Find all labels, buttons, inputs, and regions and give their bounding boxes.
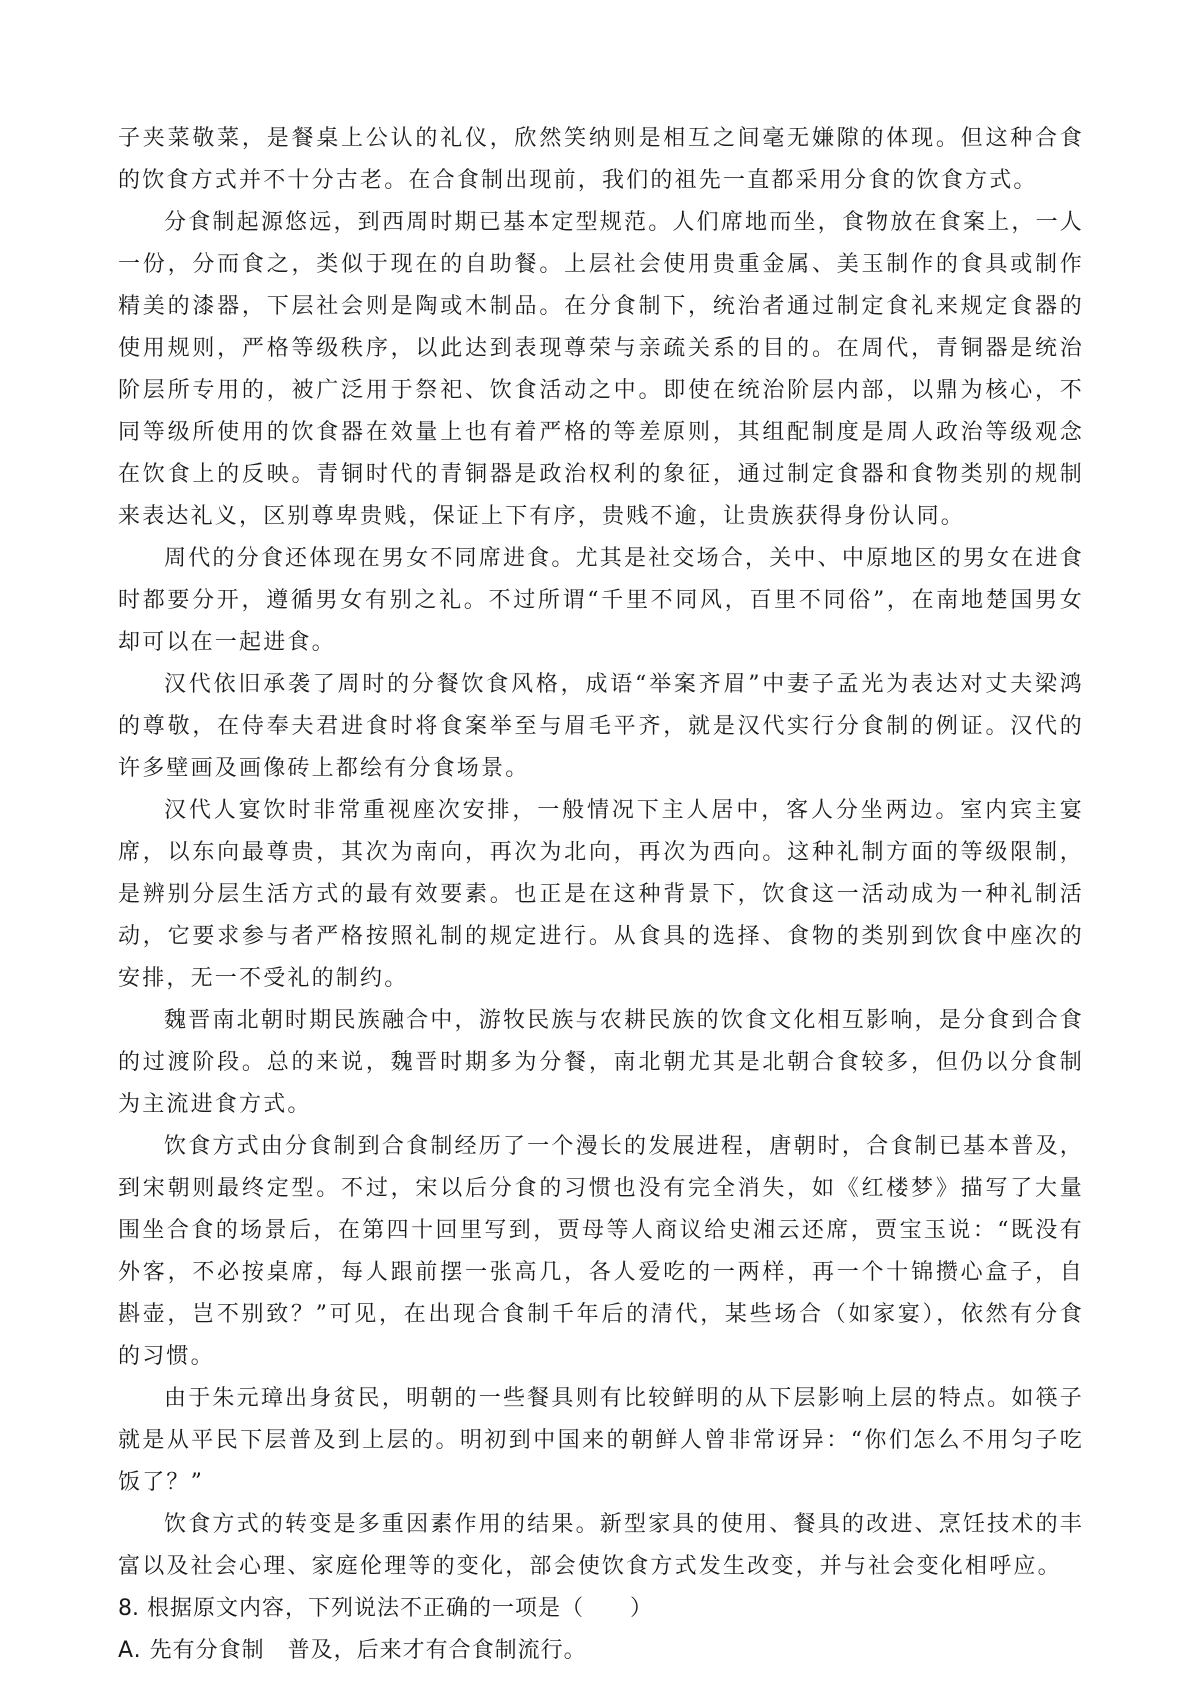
- article-paragraph-2: 分食制起源悠远，到西周时期已基本定型规范。人们席地而坐，食物放在食案上，一人一份，分而食之，类似于现在的自助餐。上层社会使用贵重金属、美玉制作的食具或制作精美的漆器，下层社会则是陶或木制品。在分食制下，统治者通过制定食礼来规定食器的使用规则，严格等级秩序，以此达到表现尊荣与亲疏关系的目的。在周代，青铜器是统治阶层所专用的，被广泛用于祭祀、饮食活动之中。即使在统治阶层内部，以鼎为核心，不同等级所使用的饮食器在效量上也有着严格的等差原则，其组配制度是周人政治等级观念在饮食上的反映。青铜时代的青铜器是政治权利的象征，通过制定食器和食物类别的规制来表达礼义，区别尊卑贵贱，保证上下有序，贵贱不逾，让贵族获得身份认同。: [118, 210, 1084, 529]
- article-paragraph-9: 饮食方式的转变是多重因素作用的结果。新型家具的使用、餐具的改进、烹饪技术的丰富以及社会心理、家庭伦理等的变化，部会使饮食方式发生改变，并与社会变化相呼应。: [118, 1512, 1084, 1579]
- option-a-letter: A.: [118, 1638, 142, 1663]
- option-a-text: 先有分食制 普及，后来才有合食制流行。: [149, 1638, 587, 1663]
- option-a: [118, 1630, 1084, 1672]
- article-paragraph-4: 汉代依旧承袭了周时的分餐饮食风格，成语“举案齐眉”中妻子孟光为表达对丈夫梁鸿的尊敬，在侍奉夫君进食时将食案举至与眉毛平齐，就是汉代实行分食制的例证。汉代的许多壁画及画像砖上都绘有分食场景。: [118, 672, 1084, 781]
- question-block: [118, 1588, 1084, 1672]
- article-paragraph-5: 汉代人宴饮时非常重视座次安排，一般情况下主人居中，客人分坐两边。室内宾主宴席，以东向最尊贵，其次为南向，再次为北向，再次为西向。这种礼制方面的等级限制，是辨别分层生活方式的最有效要素。也正是在这种背景下，饮食这一活动成为一种礼制活动，它要求参与者严格按照礼制的规定进行。从食具的选择、食物的类别到饮食中座次的安排，无一不受礼的制约。: [118, 798, 1084, 991]
- exam-page: [118, 118, 1084, 1672]
- article-paragraph-8: 由于朱元璋出身贫民，明朝的一些餐具则有比较鲜明的从下层影响上层的特点。如筷子就是从平民下层普及到上层的。明初到中国来的朝鲜人曾非常讶异：“你们怎么不用匀子吃饭了？”: [118, 1386, 1084, 1495]
- article-body: [118, 118, 1084, 1588]
- article-paragraph-6: 魏晋南北朝时期民族融合中，游牧民族与农耕民族的饮食文化相互影响，是分食到合食的过渡阶段。总的来说，魏晋时期多为分餐，南北朝尤其是北朝合食较多，但仍以分食制为主流进食方式。: [118, 1008, 1084, 1117]
- question-stem: [118, 1588, 1084, 1630]
- article-paragraph-3: 周代的分食还体现在男女不同席进食。尤其是社交场合，关中、中原地区的男女在进食时都要分开，遵循男女有别之礼。不过所谓“千里不同风，百里不同俗”，在南地楚国男女却可以在一起进食。: [118, 546, 1084, 655]
- question-number: 8.: [118, 1596, 139, 1621]
- article-paragraph-1: 子夹菜敬菜，是餐桌上公认的礼仪，欣然笑纳则是相互之间毫无嫌隙的体现。但这种合食的饮食方式并不十分古老。在合食制出现前，我们的祖先一直都采用分食的饮食方式。: [118, 126, 1084, 193]
- article-paragraph-7: 饮食方式由分食制到合食制经历了一个漫长的发展进程，唐朝时，合食制已基本普及，到宋朝则最终定型。不过，宋以后分食的习惯也没有完全消失，如《红楼梦》描写了大量围坐合食的场景后，在第四十回里写到，贾母等人商议给史湘云还席，贾宝玉说：“既没有外客，不必按桌席，每人跟前摆一张高几，各人爱吃的一两样，再一个十锦攒心盒子，自斟壶，岂不别致？”可见，在出现合食制千年后的清代，某些场合（如家宴），依然有分食的习惯。: [118, 1134, 1084, 1369]
- question-text: 根据原文内容，下列说法不正确的一项是（ ）: [147, 1596, 654, 1621]
